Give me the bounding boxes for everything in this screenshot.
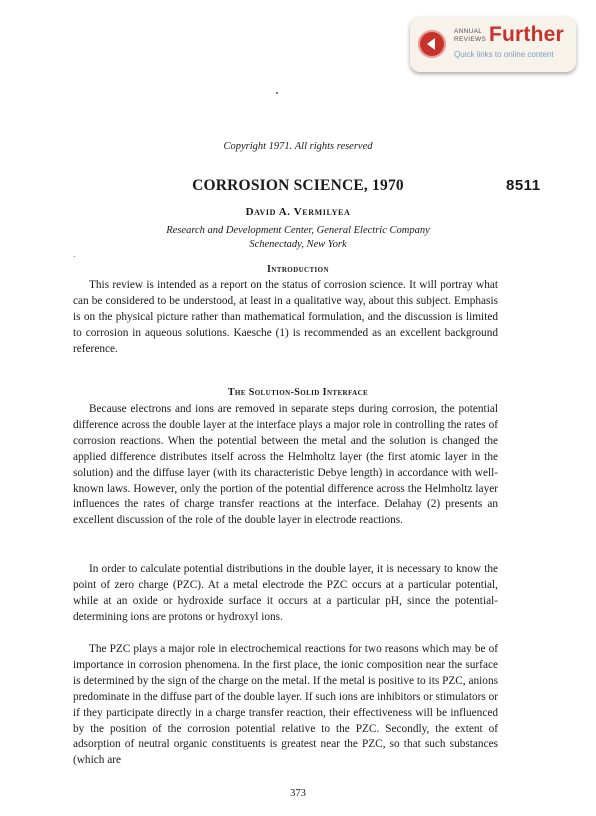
back-arrow-icon bbox=[418, 30, 446, 58]
affiliation-line-1: Research and Development Center, General Electric Company bbox=[166, 225, 430, 236]
copyright-notice: Copyright 1971. All rights reserved bbox=[223, 141, 373, 152]
interface-paragraph-3: The PZC plays a major role in electrochemical reactions for two reasons which may be of importance in corrosion phenomena. In the first place, the ionic composition near the surface is determined by the sign of the charge on the metal. If the metal is positive to its PZC, anions predominate in the diffuse part of the double layer. If such ions are inhibitors or stimulators or if they participate directly in a charge transfer reaction, their effectiveness will be influenced by the position of the corrosion potential relative to the PZC. Secondly, the extent of adsorption of neutral organic constituents is greatest near the PZC, so that such substances (which are bbox=[73, 643, 498, 767]
page-number: 373 bbox=[290, 788, 306, 799]
introduction-paragraph: This review is intended as a report on the status of corrosion science. It will portray what can be considered to be understood, at least in a qualitative way, about this subject. Emphasis is on the physical picture rather than mathematical formulation, and the discussion is limited to corrosion in aqueous solutions. Kaesche (1) is recommended as an excellent background reference. bbox=[73, 279, 498, 355]
page-code: 8511 bbox=[506, 177, 541, 194]
stray-mark bbox=[276, 92, 278, 94]
section-heading-interface: The Solution-Solid Interface bbox=[227, 387, 369, 398]
interface-paragraph-2: In order to calculate potential distributions in the double layer, it is necessary to know the point of zero charge (PZC). At a metal electrode the PZC occurs at a particular potential, while at an oxide or hydroxide surface it occurs at a particular pH, since the potential-determining ions are protons or hydroxyl ions. bbox=[73, 563, 498, 623]
further-label: Further bbox=[489, 23, 564, 46]
further-badge[interactable] bbox=[410, 17, 576, 72]
section-heading-introduction: Introduction bbox=[267, 264, 329, 275]
affiliation-line-2: Schenectady, New York bbox=[249, 239, 347, 250]
further-subtitle: Quick links to online content bbox=[454, 50, 554, 59]
annual-reviews-logo: ANNUAL REVIEWS bbox=[454, 28, 487, 43]
stray-mark bbox=[74, 256, 75, 257]
author-name: David A. Vermilyea bbox=[245, 206, 351, 218]
interface-paragraph-1: Because electrons and ions are removed in separate steps during corrosion, the potential difference across the double layer at the interface plays a major role in controlling the rates of corrosion reactions. When the potential between the metal and the solution is changed the applied difference distributes itself across the Helmholtz layer (the first atomic layer in the solution) and the diffuse layer (with its characteristic Debye length) in accordance with well-known laws. However, only the portion of the potential difference across the Helmholtz layer influences the rates of charge transfer reactions at the interface. Delahay (2) presents an excellent discussion of the role of the double layer in electrode reactions. bbox=[73, 403, 498, 527]
article-title: CORROSION SCIENCE, 1970 bbox=[192, 177, 404, 194]
